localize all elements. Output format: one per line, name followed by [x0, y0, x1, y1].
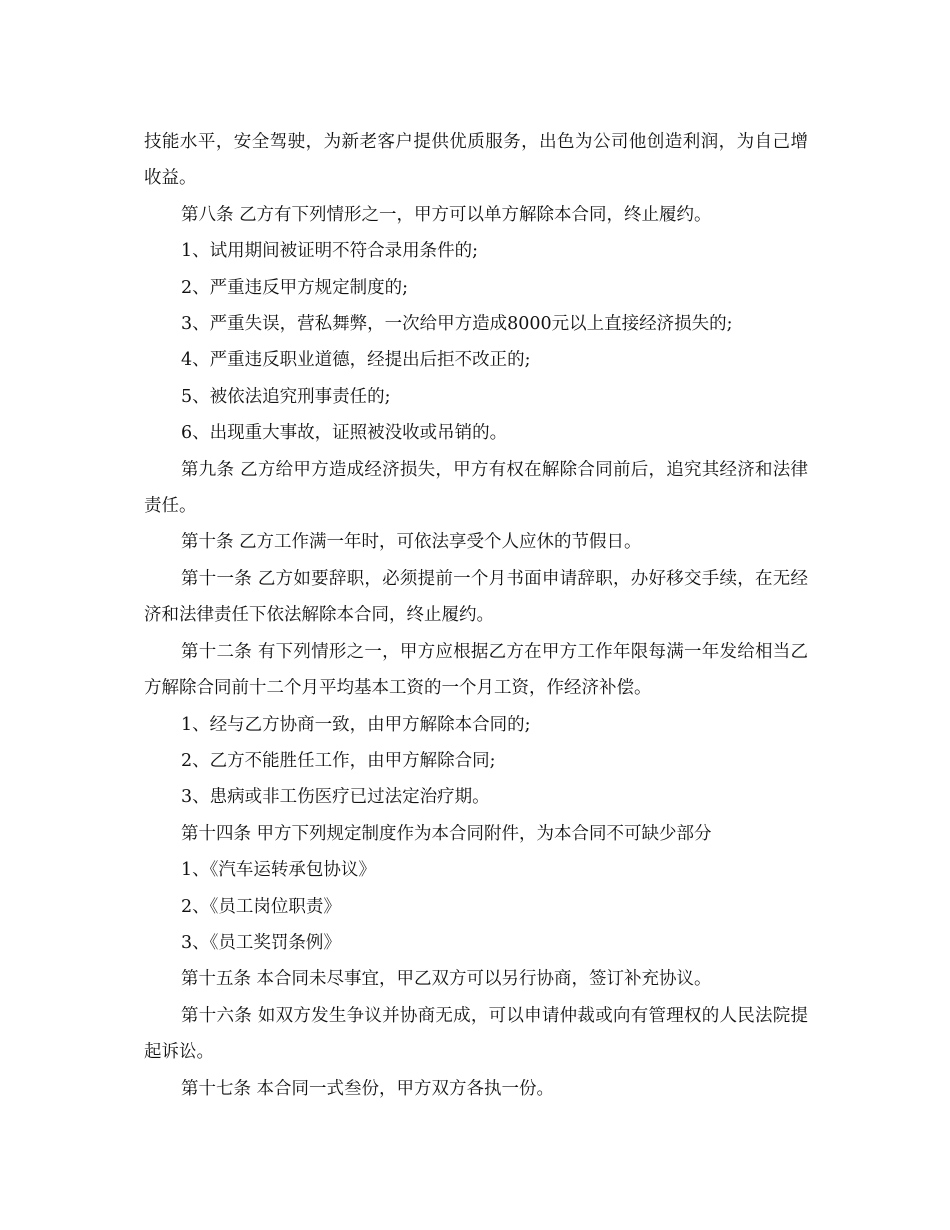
- list-item: 3、《员工奖罚条例》: [181, 932, 341, 953]
- paragraph: 技能水平，安全驾驶，为新老客户提供优质服务，出色为公司他创造利润，为自己增收益。: [144, 132, 808, 189]
- clause-9: 第九条 乙方给甲方造成经济损失，甲方有权在解除合同前后，追究其经济和法律责任。: [144, 459, 808, 517]
- clause-10: 第十条 乙方工作满一年时，可依法享受个人应休的节假日。: [181, 532, 642, 553]
- clause-15: 第十五条 本合同未尽事宜，甲乙双方可以另行协商，签订补充协议。: [181, 969, 712, 990]
- list-item: 1、经与乙方协商一致，由甲方解除本合同的;: [181, 714, 531, 735]
- list-item: 1、试用期间被证明不符合录用条件的;: [181, 241, 479, 262]
- list-item: 2、《员工岗位职责》: [181, 896, 341, 917]
- list-item: 4、严重违反职业道德，经提出后拒不改正的;: [181, 350, 531, 371]
- clause-8-heading: 第八条 乙方有下列情形之一，甲方可以单方解除本合同，终止履约。: [181, 204, 712, 225]
- list-item: 3、严重失误，营私舞弊，一次给甲方造成8000元以上直接经济损失的;: [181, 314, 733, 335]
- clause-12: 第十二条 有下列情形之一，甲方应根据乙方在甲方工作年限每满一年发给相当乙方解除合同前十二个月平均基本工资的一个月工资，作经济补偿。: [144, 641, 808, 699]
- list-item: 6、出现重大事故，证照被没收或吊销的。: [181, 423, 508, 444]
- document-body: [144, 124, 808, 1107]
- list-item: 3、患病或非工伤医疗已过法定治疗期。: [181, 787, 490, 808]
- list-item: 2、严重违反甲方规定制度的;: [181, 277, 409, 298]
- clause-17: 第十七条 本合同一式叁份，甲方双方各执一份。: [181, 1078, 555, 1099]
- list-item: 5、被依法追究刑事责任的;: [181, 386, 391, 407]
- list-item: 2、乙方不能胜任工作，由甲方解除合同;: [181, 750, 496, 771]
- clause-14: 第十四条 甲方下列规定制度作为本合同附件，为本合同不可缺少部分: [181, 823, 712, 844]
- clause-11: 第十一条 乙方如要辞职，必须提前一个月书面申请辞职，办好移交手续，在无经济和法律责任下依法解除本合同，终止履约。: [144, 568, 808, 626]
- list-item: 1、《汽车运转承包协议》: [181, 860, 376, 881]
- clause-16: 第十六条 如双方发生争议并协商无成，可以申请仲裁或向有管理权的人民法院提起诉讼。: [144, 1005, 808, 1063]
